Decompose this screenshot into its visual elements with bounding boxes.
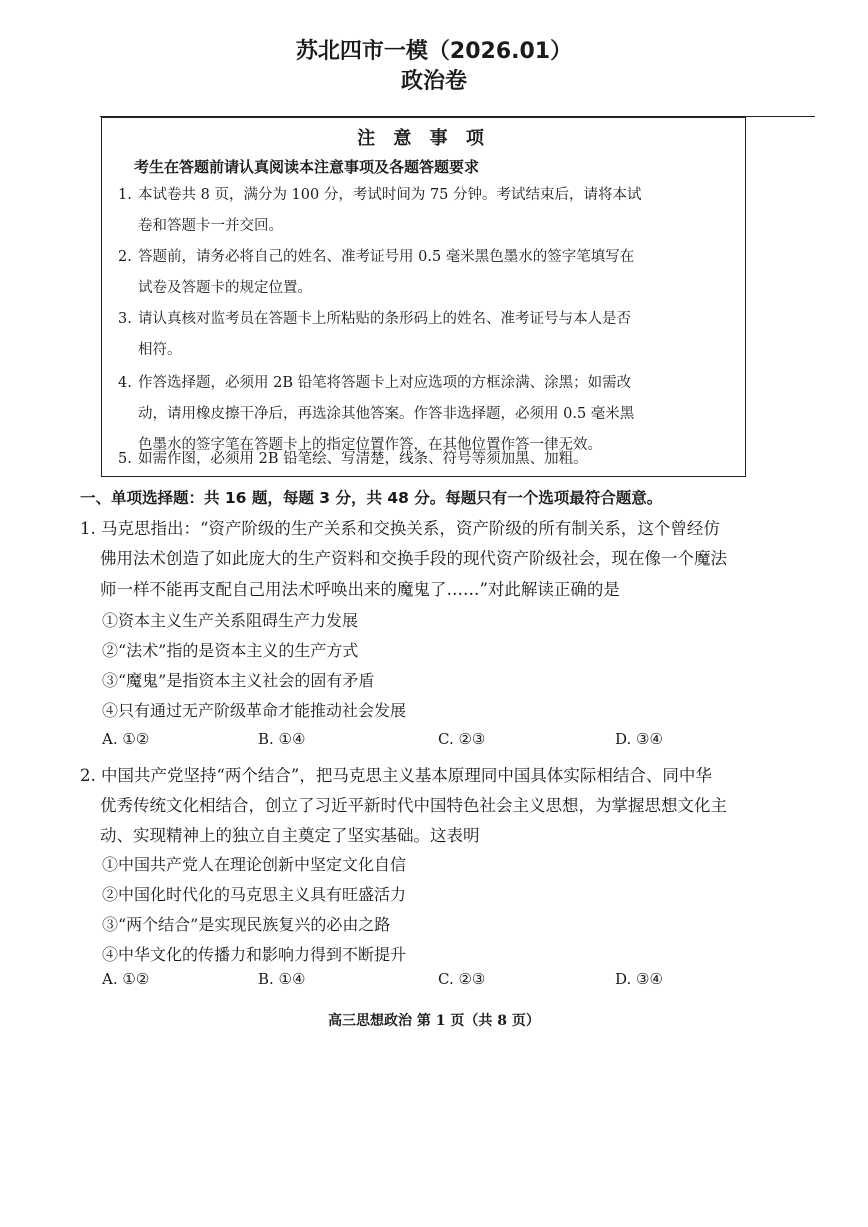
question-2-statement: ③“两个结合”是实现民族复兴的必由之路 bbox=[102, 915, 391, 934]
question-1-choice-c[interactable]: C. ②③ bbox=[438, 730, 486, 748]
notice-item-text: 作答选择题，必须用 2B 铅笔将答题卡上对应选项的方框涂满、涂黑；如需改 bbox=[138, 375, 632, 391]
question-1-stem: 1. 马克思指出：“资产阶级的生产关系和交换关系，资产阶级的所有制关系，这个曾经仿 bbox=[80, 519, 720, 538]
notice-item-text: 如需作图，必须用 2B 铅笔绘、写清楚，线条、符号等须加黑、加粗。 bbox=[138, 451, 588, 467]
question-1-statement: ④只有通过无产阶级革命才能推动社会发展 bbox=[102, 701, 407, 720]
notice-item-text: 色墨水的签字笔在答题卡上的指定位置作答，在其他位置作答一律无效。 bbox=[138, 437, 602, 453]
question-1-choice-a[interactable]: A. ①② bbox=[102, 730, 150, 748]
exam-title: 苏北四市一模（2026.01） bbox=[295, 39, 573, 64]
question-2-choice-c[interactable]: C. ②③ bbox=[438, 970, 486, 988]
question-2-choice-b[interactable]: B. ①④ bbox=[258, 970, 306, 988]
question-2-statement: ①中国共产党人在理论创新中坚定文化自信 bbox=[102, 855, 407, 874]
question-2-stem: 优秀传统文化相结合，创立了习近平新时代中国特色社会主义思想，为掌握思想文化主 bbox=[100, 796, 727, 815]
question-1-statement: ③“魔鬼”是指资本主义社会的固有矛盾 bbox=[102, 671, 375, 690]
question-1-stem: 师一样不能再支配自己用法术呼唤出来的魔鬼了……”对此解读正确的是 bbox=[100, 580, 620, 599]
question-2-choice-d[interactable]: D. ③④ bbox=[615, 970, 663, 988]
notice-subheading: 考生在答题前请认真阅读本注意事项及各题答题要求 bbox=[134, 158, 480, 176]
question-1-statement: ①资本主义生产关系阻碍生产力发展 bbox=[102, 611, 359, 630]
question-2-choice-a[interactable]: A. ①② bbox=[102, 970, 150, 988]
notice-item-number: 5. bbox=[118, 451, 132, 467]
page-footer: 高三思想政治 第 1 页（共 8 页） bbox=[328, 1013, 540, 1029]
section-heading: 一、单项选择题：共 16 题，每题 3 分，共 48 分。每题只有一个选项最符合题意。 bbox=[80, 489, 663, 507]
notice-item-text: 请认真核对监考员在答题卡上所粘贴的条形码上的姓名、准考证号与本人是否 bbox=[138, 311, 631, 327]
notice-item-number: 4. bbox=[118, 375, 132, 391]
notice-item-number: 3. bbox=[118, 311, 132, 327]
notice-heading: 注 意 事 项 bbox=[357, 128, 490, 149]
question-2-statement: ②中国化时代化的马克思主义具有旺盛活力 bbox=[102, 885, 407, 904]
notice-top-rule bbox=[100, 116, 815, 117]
notice-item-text: 答题前，请务必将自己的姓名、准考证号用 0.5 毫米黑色墨水的签字笔填写在 bbox=[138, 249, 635, 265]
question-2-stem: 动、实现精神上的独立自主奠定了坚实基础。这表明 bbox=[100, 826, 480, 845]
notice-item-text: 本试卷共 8 页，满分为 100 分，考试时间为 75 分钟。考试结束后，请将本试 bbox=[138, 187, 642, 203]
exam-subtitle: 政治卷 bbox=[400, 69, 467, 94]
question-1-choice-b[interactable]: B. ①④ bbox=[258, 730, 306, 748]
notice-item-text: 相符。 bbox=[138, 342, 182, 358]
question-1-stem: 佛用法术创造了如此庞大的生产资料和交换手段的现代资产阶级社会，现在像一个魔法 bbox=[100, 549, 727, 568]
notice-item bbox=[118, 444, 738, 475]
notice-item bbox=[118, 242, 738, 304]
question-2-statement: ④中华文化的传播力和影响力得到不断提升 bbox=[102, 945, 407, 964]
question-2-stem: 2. 中国共产党坚持“两个结合”，把马克思主义基本原理同中国具体实际相结合、同中华 bbox=[80, 766, 712, 785]
question-1-choice-d[interactable]: D. ③④ bbox=[615, 730, 663, 748]
notice-item-number: 1. bbox=[118, 187, 132, 203]
notice-item-text: 试卷及答题卡的规定位置。 bbox=[138, 280, 312, 296]
notice-item bbox=[118, 180, 738, 242]
notice-item bbox=[118, 304, 738, 366]
notice-item-text: 动，请用橡皮擦干净后，再选涂其他答案。作答非选择题，必须用 0.5 毫米黑 bbox=[138, 406, 635, 422]
notice-box bbox=[101, 117, 746, 477]
question-1-statement: ②“法术”指的是资本主义的生产方式 bbox=[102, 641, 359, 660]
notice-item-text: 卷和答题卡一并交回。 bbox=[138, 218, 283, 234]
notice-item-number: 2. bbox=[118, 249, 132, 265]
